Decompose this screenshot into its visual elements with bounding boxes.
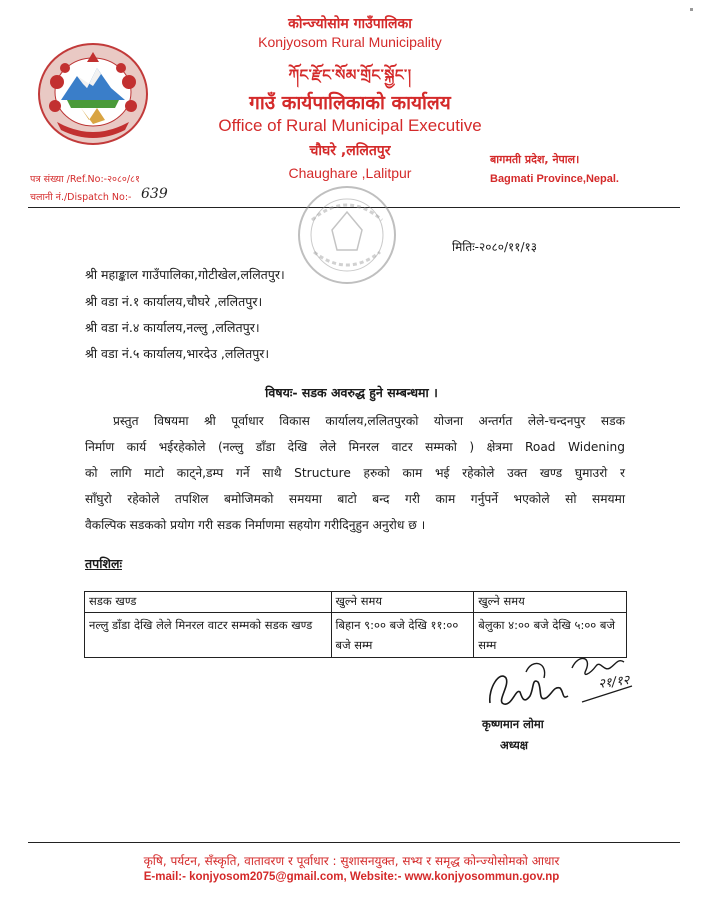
footer-divider bbox=[28, 842, 680, 843]
signature-date: २१/१२ bbox=[597, 672, 631, 693]
column-header: खुल्ने समय bbox=[331, 592, 474, 613]
office-name-nepali: गाउँ कार्यपालिकाको कार्यालय bbox=[249, 92, 451, 114]
column-header: सडक खण्ड bbox=[85, 592, 332, 613]
body-line: साँघुरो रहेकोले तपशिल बमोजिमको समयमा बाटो बन्द गरी काम गर्नुपर्ने भएकोले सो समयमा bbox=[85, 492, 625, 506]
body-line: निर्माण कार्य भईरहेकोले (नल्लु डाँडा देखि लेले मिनरल वाटर सम्मको ) क्षेत्रमा Road Widening bbox=[85, 440, 625, 454]
scan-speck bbox=[690, 8, 693, 11]
body-line: प्रस्तुत विषयमा श्री पूर्वाधार विकास कार्यालय,ललितपुरको योजना अन्तर्गत लेले-चन्दनपुर सडक bbox=[113, 414, 625, 428]
province-english: Bagmati Province,Nepal. bbox=[490, 173, 619, 185]
table-cell: बिहान ९:०० बजे देखि ११:०० बजे सम्म bbox=[331, 613, 474, 658]
signatory-name: कृष्णमान लोमा bbox=[482, 717, 544, 731]
municipality-name-english: Konjyosom Rural Municipality bbox=[258, 34, 442, 50]
office-name-english: Office of Rural Municipal Executive bbox=[218, 116, 482, 135]
reference-number: पत्र संख्या /Ref.No:-२०८०/८१ bbox=[30, 174, 140, 185]
table-header-row bbox=[85, 592, 627, 613]
addressee-line: श्री महाङ्काल गाउँपालिका,गोटीखेल,ललितपुर। bbox=[85, 267, 285, 282]
addressee-line: श्री वडा नं.४ कार्यालय,नल्लु ,ललितपुर। bbox=[85, 320, 260, 335]
signatory-title: अध्यक्ष bbox=[500, 738, 529, 752]
province-nepali: बागमती प्रदेश, नेपाल। bbox=[490, 153, 580, 166]
details-heading: तपशिलः bbox=[85, 556, 122, 571]
table-cell: नल्लु डाँडा देखि लेले मिनरल वाटर सम्मको सडक खण्ड bbox=[85, 613, 332, 658]
body-line: को लागि माटो काट्ने,डम्प गर्ने साथै Structure हरुको काम भई रहेकोले उक्त खण्ड घुमाउरो र bbox=[85, 466, 625, 480]
location-nepali: चौघरे ,ललितपुर bbox=[309, 143, 391, 159]
municipality-name-nepali: कोन्ज्योसोम गाउँपालिका bbox=[288, 16, 412, 32]
footer-motto: कृषि, पर्यटन, सँस्कृति, वातावरण र पूर्वाधार : सुशासनयुक्त, सभ्य र समृद्ध कोन्ज्योसोमको आधार bbox=[143, 854, 560, 868]
nepal-emblem-icon bbox=[37, 42, 149, 146]
municipality-name-tibetan: ཀོང་རྫོང་སོམ་གྲོང་སྐྱོང་། bbox=[288, 66, 412, 84]
letter-date: मितिः-२०८०/११/१३ bbox=[452, 240, 537, 254]
dispatch-label: चलानी नं./Dispatch No:- bbox=[30, 192, 132, 203]
office-stamp-icon bbox=[292, 180, 402, 290]
dispatch-number: 639 bbox=[141, 186, 168, 202]
body-line: वैकल्पिक सडकको प्रयोग गरी सडक निर्माणमा सहयोग गरीदिनुहुन अनुरोध छ । bbox=[85, 518, 426, 532]
location-english: Chaughare ,Lalitpur bbox=[288, 165, 412, 181]
letter-subject: विषयः- सडक अवरुद्ध हुने सम्बन्धमा । bbox=[265, 385, 438, 400]
footer-contact: E-mail:- konjyosom2075@gmail.com, Website:- www.konjyosommun.gov.np bbox=[143, 871, 560, 883]
addressee-line: श्री वडा नं.५ कार्यालय,भारदेउ ,ललितपुर। bbox=[85, 346, 270, 361]
column-header: खुल्ने समय bbox=[474, 592, 627, 613]
letter-body bbox=[85, 408, 625, 538]
addressee-line: श्री वडा नं.१ कार्यालय,चौघरे ,ललितपुर। bbox=[85, 294, 263, 309]
table-cell: बेलुका ४:०० बजे देखि ५:०० बजे सम्म bbox=[474, 613, 627, 658]
